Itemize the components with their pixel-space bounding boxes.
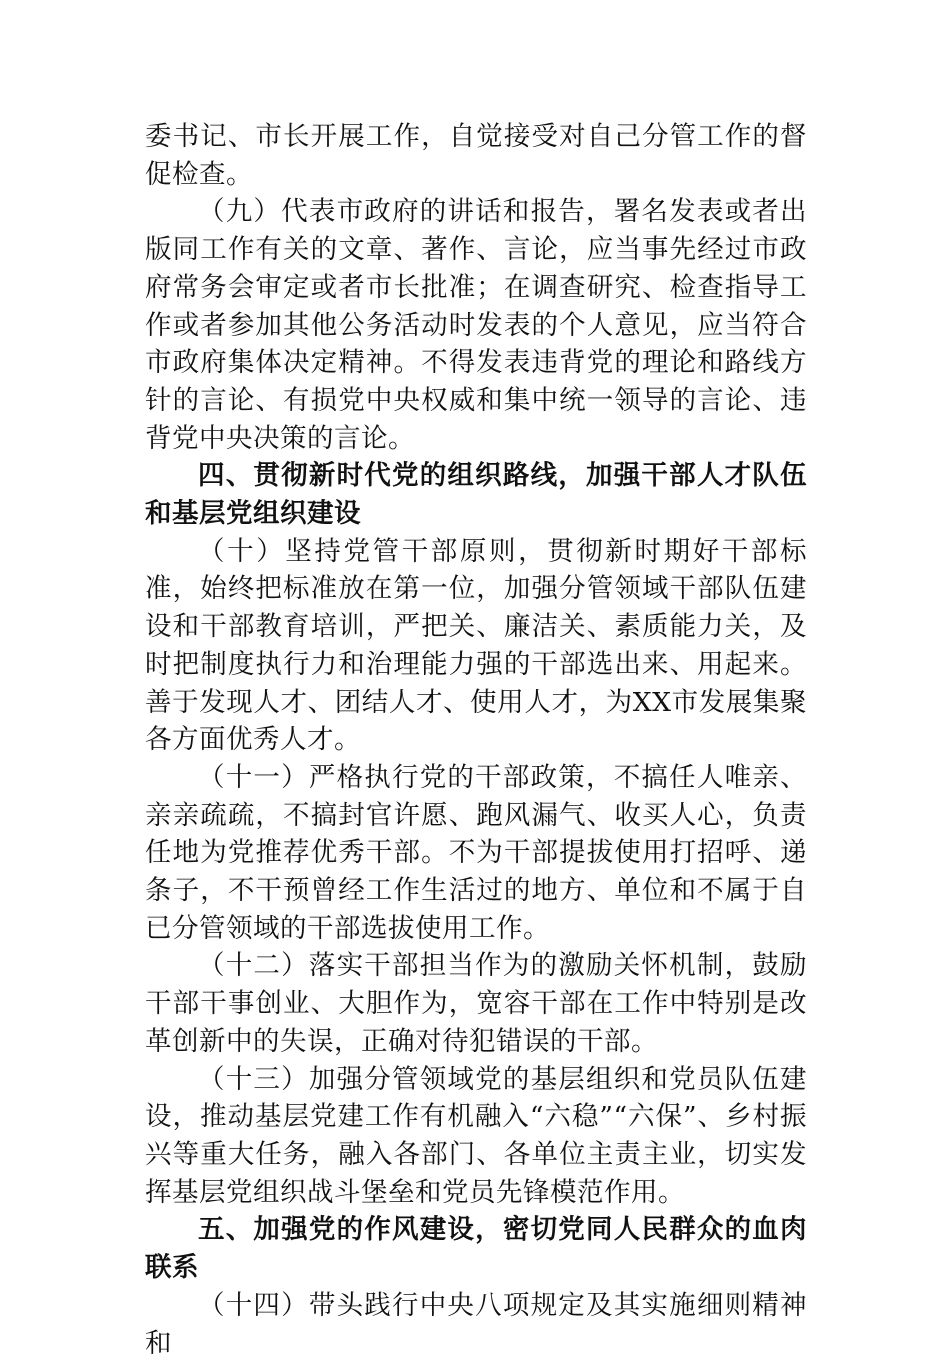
paragraph-item-9: （九）代表市政府的讲话和报告，署名发表或者出版同工作有关的文章、著作、言论，应当事先经过市政府常务会审定或者市长批准；在调查研究、检查指导工作或者参加其他公务活动时发表的个人意见，应当符合市政府集体决定精神。不得发表违背党的理论和路线方针的言论、有损党中央权威和集中统一领导的言论、违背党中央决策的言论。 [145,196,807,454]
section-heading-4: 四、贯彻新时代党的组织路线，加强干部人才队伍和基层党组织建设 [145,460,807,530]
paragraph-item-12: （十二）落实干部担当作为的激励关怀机制，鼓励干部干事创业、大胆作为，宽容干部在工作中特别是改革创新中的失误，正确对待犯错误的干部。 [145,950,807,1057]
paragraph-item-11: （十一）严格执行党的干部政策，不搞任人唯亲、亲亲疏疏，不搞封官许愿、跑风漏气、收买人心，负责任地为党推荐优秀干部。不为干部提拔使用打招呼、递条子，不干预曾经工作生活过的地方、单位和不属于自已分管领域的干部选拔使用工作。 [145,761,807,944]
section-heading-5: 五、加强党的作风建设，密切党同人民群众的血肉联系 [145,1214,807,1284]
document-body [145,118,807,1362]
paragraph-item-13: （十三）加强分管领域党的基层组织和党员队伍建设，推动基层党建工作有机融入“六稳”“六保”、乡村振兴等重大任务，融入各部门、各单位主责主业，切实发挥基层党组织战斗堡垒和党员先锋模范作用。 [145,1063,807,1208]
paragraph-item-14: （十四）带头践行中央八项规定及其实施细则精神和 [145,1289,807,1359]
paragraph-item-10: （十）坚持党管干部原则，贯彻新时期好干部标准，始终把标准放在第一位，加强分管领域干部队伍建设和干部教育培训，严把关、廉洁关、素质能力关，及时把制度执行力和治理能力强的干部选出来、用起来。善于发现人才、团结人才、使用人才，为XX市发展集聚各方面优秀人才。 [145,535,807,756]
paragraph-continuation: 委书记、市长开展工作，自觉接受对自己分管工作的督促检查。 [145,121,807,190]
